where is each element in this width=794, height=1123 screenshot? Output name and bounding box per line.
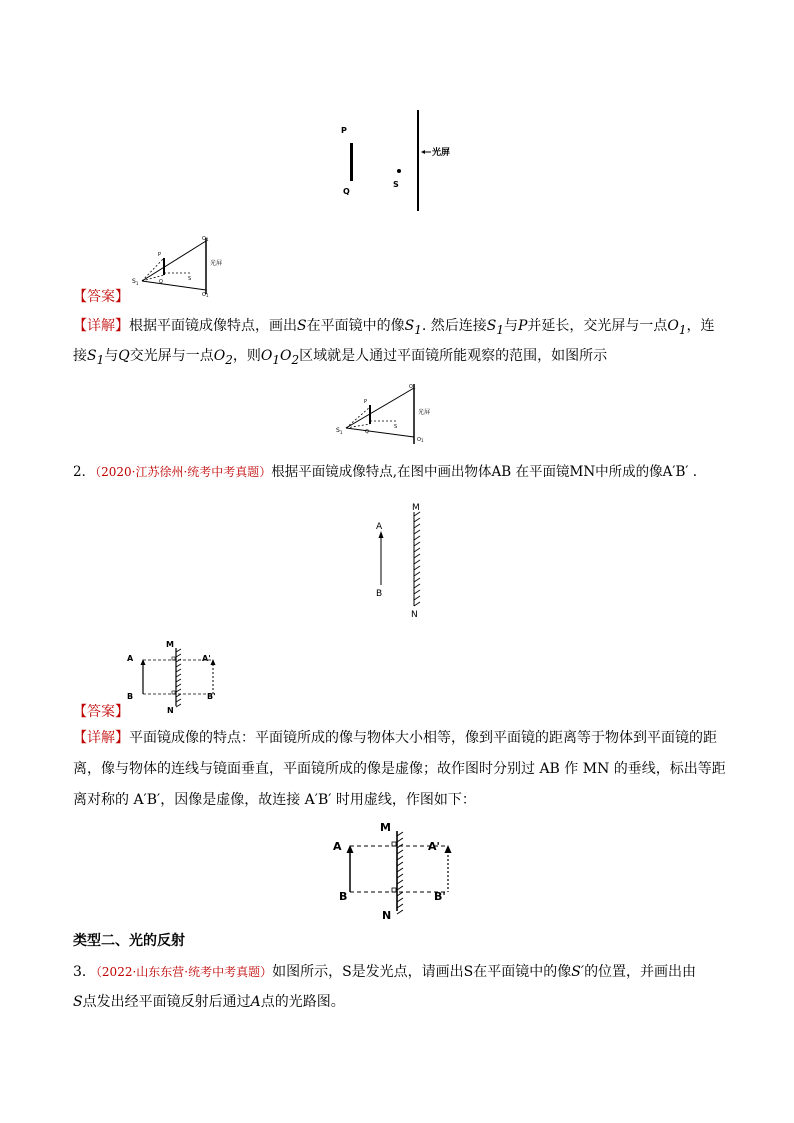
answer-label-2: 【答案】 [73,704,129,720]
ray-lower [142,281,206,290]
q2-detail-line-1: 【详解】平面镜成像的特点：平面镜所成的像与物体大小相等，像到平面镜的距离等于物体到平面镜的距 [73,730,717,746]
screen-label: 光屏 [210,260,223,267]
image-arrowhead [445,845,452,853]
label-B-prime: B' [434,890,446,903]
figure-answer-range-2 [334,381,440,447]
label-S1: $S_1$ [336,427,343,435]
figure-answer-AB-image-small [127,636,223,714]
label-N: N [411,610,418,620]
symbol-S1: $S_1$ [404,318,422,337]
label-O1: $O_1$ [409,384,416,390]
q1-detail-line-1: 【详解】根据平面镜成像特点，画出S在平面镜中的像$S_1$. 然后连接$S_1$与P并延长，交光屏与一点$O_1$，连 [73,318,715,337]
label-M: M [166,640,174,649]
right-angle-A [172,657,175,660]
label-O2: $O_1$ [417,437,424,443]
question-3-source: （2022·山东东营·统考中考真题） [95,965,273,979]
ray-upper [346,388,414,428]
label-Q: Q [159,279,163,285]
label-Q: Q [365,429,369,435]
figure-3-svg [334,381,440,447]
label-O2: $O_1$ [202,292,209,298]
label-B: B [376,589,383,599]
label-A: A [333,840,342,853]
label-B: B [127,692,134,701]
screen-label: 光屏 [418,409,431,416]
plane-mirror [350,143,353,181]
figure-6-svg [326,817,466,921]
label-P: P [364,399,368,405]
screen-arrowhead [421,150,425,154]
mirror-hatching [414,512,420,606]
label-N: N [167,706,174,714]
mirror [369,405,371,424]
question-3-line-1: 3．（2022·山东东营·统考中考真题）如图所示，S是发光点，请画出S在平面镜中的像S′的位置，并画出由 [73,964,697,980]
question-2-source: （2020·江苏徐州·统考中考真题） [95,465,272,479]
label-Q: Q [343,187,350,196]
ray-upper [142,241,206,281]
question-2: 2．（2020·江苏徐州·统考中考真题）根据平面镜成像特点,在图中画出物体AB 在平面镜MN中所成的像A′B′ . [73,464,698,480]
label-A-prime: A' [202,654,211,663]
label-O1: $O_1$ [202,236,209,242]
figure-4-svg [365,500,435,620]
question-3-line-2: S点发出经平面镜反射后通过A点的光路图。 [73,994,345,1010]
figure-mirror-screen-question [330,105,460,215]
right-angle-A [392,842,396,846]
label-A-prime: A' [428,840,440,853]
label-M: M [412,503,420,513]
section-title: 类型二、光的反射 [73,933,185,949]
mirror [163,258,165,275]
figure-mirror-MN-question [365,500,435,620]
right-angle-B [392,888,396,892]
label-P: P [341,126,347,135]
mirror-hatching [176,649,181,707]
figure-answer-range-1 [130,232,230,298]
label-B: B [339,890,348,903]
q2-detail-line-2: 离，像与物体的连线与镜面垂直，平面镜所成的像是虚像；故作图时分别过 AB 作 MN 的垂线，标出等距 [73,761,726,777]
detail-label: 【详解】 [73,730,129,746]
label-M: M [380,821,391,834]
figure-answer-AB-image-large [326,817,466,921]
label-S: S [188,276,192,282]
q2-detail-line-3: 离对称的 A′B′，因像是虚像，故连接 A′B′ 时用虚线，作图如下： [73,792,476,808]
ray-lower [346,428,414,437]
answer-label-1: 【答案】 [73,289,129,305]
point-S [397,169,401,173]
q1-detail-line-2: 接$S_1$与Q交光屏与一点$O_2$，则$O_1O_2$区域就是人通过平面镜所能观察的范围，如图所示 [73,348,608,367]
label-N: N [382,909,392,921]
figure-5-svg [127,636,223,714]
right-angle-B [172,691,175,694]
label-B-prime: B' [207,692,216,701]
screen-label: 光屏 [432,148,451,158]
label-A: A [376,522,383,532]
mirror-hatching [397,832,403,914]
image-arrowhead [211,659,216,665]
figure-2-svg [130,232,230,298]
label-S: S [394,424,398,430]
label-S1: $S_1$ [132,278,139,286]
label-S: S [393,180,399,189]
detail-label: 【详解】 [73,318,129,334]
object-arrowhead [379,531,384,538]
figure-1-svg [330,105,460,215]
label-A: A [127,654,134,663]
label-P: P [158,252,162,258]
